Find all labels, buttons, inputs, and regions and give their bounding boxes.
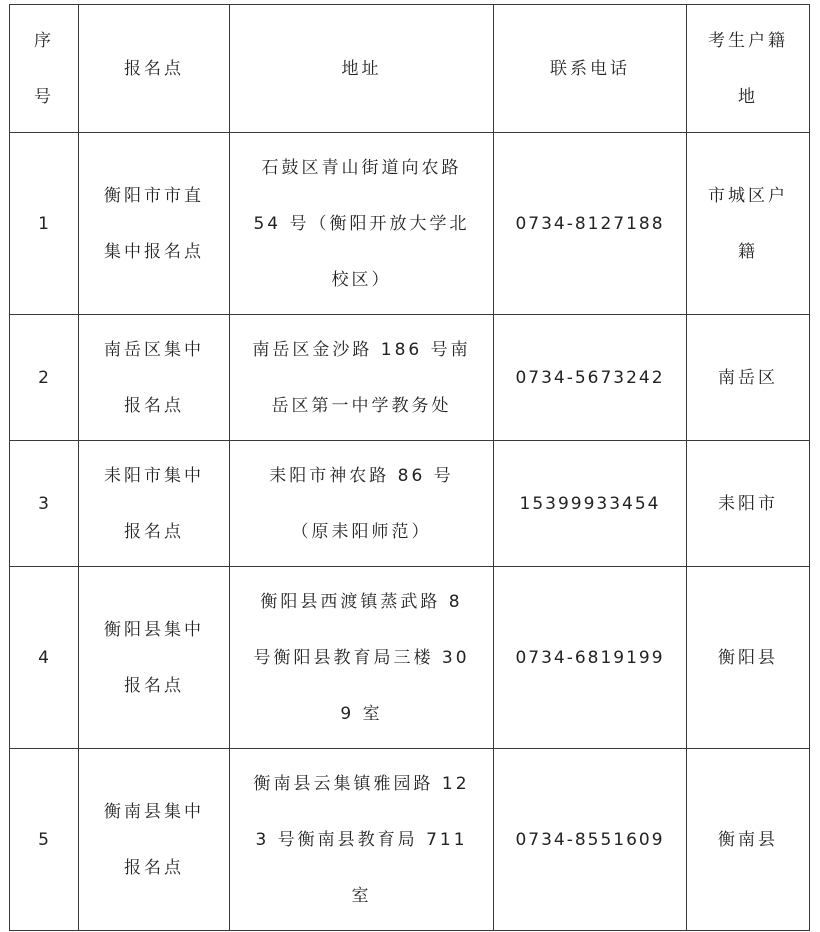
row-site: 衡南县集中 报名点 — [79, 749, 230, 931]
row-index: 1 — [10, 133, 79, 315]
row-phone: 0734-5673242 — [494, 315, 687, 441]
row-address: 耒阳市神农路 86 号 （原耒阳师范） — [230, 441, 494, 567]
table-row — [10, 567, 810, 749]
registration-sites-table — [9, 4, 810, 931]
row-site: 衡阳县集中 报名点 — [79, 567, 230, 749]
header-domicile: 考生户籍 地 — [687, 5, 810, 133]
header-phone: 联系电话 — [494, 5, 687, 133]
header-index: 序 号 — [10, 5, 79, 133]
table-row — [10, 133, 810, 315]
row-phone: 0734-8551609 — [494, 749, 687, 931]
row-index: 2 — [10, 315, 79, 441]
row-domicile: 衡阳县 — [687, 567, 810, 749]
row-address: 衡南县云集镇雅园路 12 3 号衡南县教育局 711 室 — [230, 749, 494, 931]
row-domicile: 南岳区 — [687, 315, 810, 441]
row-index: 5 — [10, 749, 79, 931]
row-site: 耒阳市集中 报名点 — [79, 441, 230, 567]
row-site: 衡阳市市直 集中报名点 — [79, 133, 230, 315]
row-address: 石鼓区青山街道向农路 54 号（衡阳开放大学北 校区） — [230, 133, 494, 315]
row-address: 南岳区金沙路 186 号南 岳区第一中学教务处 — [230, 315, 494, 441]
header-address: 地址 — [230, 5, 494, 133]
row-phone: 0734-6819199 — [494, 567, 687, 749]
row-address: 衡阳县西渡镇蒸武路 8 号衡阳县教育局三楼 30 9 室 — [230, 567, 494, 749]
row-domicile: 耒阳市 — [687, 441, 810, 567]
row-site: 南岳区集中 报名点 — [79, 315, 230, 441]
row-phone: 15399933454 — [494, 441, 687, 567]
table-row — [10, 749, 810, 931]
row-index: 3 — [10, 441, 79, 567]
table-row — [10, 315, 810, 441]
table-header-row — [10, 5, 810, 133]
row-phone: 0734-8127188 — [494, 133, 687, 315]
row-domicile: 衡南县 — [687, 749, 810, 931]
row-index: 4 — [10, 567, 79, 749]
header-site: 报名点 — [79, 5, 230, 133]
row-domicile: 市城区户 籍 — [687, 133, 810, 315]
table-row — [10, 441, 810, 567]
